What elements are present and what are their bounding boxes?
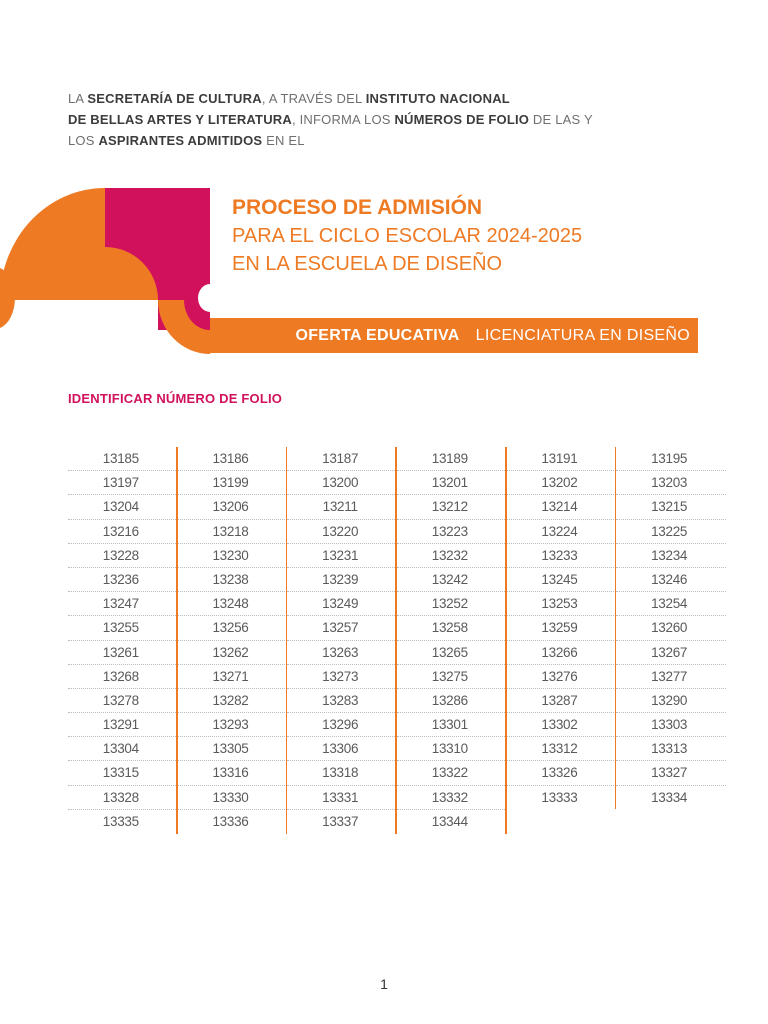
folio-cell: 13255: [68, 616, 178, 640]
folio-cell: 13336: [212, 813, 249, 829]
folio-cell: 13291: [68, 713, 178, 737]
folio-cell: 13211: [287, 495, 397, 519]
admission-title: [232, 194, 582, 278]
folio-cell: 13212: [397, 495, 507, 519]
title-line-3: EN LA ESCUELA DE DISEÑO: [232, 253, 503, 275]
folio-column-3: [287, 447, 397, 834]
folio-cell: 13277: [616, 665, 726, 689]
folio-cell: 13260: [616, 616, 726, 640]
folio-column-4: [397, 447, 507, 834]
secretaria-de-cultura: SECRETARÍA DE CULTURA: [87, 91, 262, 106]
folio-cell: 13276: [507, 665, 617, 689]
folio-cell: 13236: [68, 568, 178, 592]
folio-cell: 13201: [397, 471, 507, 495]
folio-cell: 13344: [431, 813, 468, 829]
folio-cell: 13216: [68, 520, 178, 544]
title-line-1: PROCESO DE ADMISIÓN: [232, 196, 483, 219]
folio-cell: 13331: [287, 786, 397, 810]
folio-cell: 13262: [178, 641, 288, 665]
intro-line-1: LA SECRETARÍA DE CULTURA, A TRAVÉS DEL INSTITUTO NACIONAL: [68, 91, 510, 106]
folio-cell: 13304: [68, 737, 178, 761]
folio-cell: 13185: [68, 447, 178, 471]
folio-cell: 13313: [616, 737, 726, 761]
folio-cell: 13228: [68, 544, 178, 568]
numeros-de-folio: NÚMEROS DE FOLIO: [394, 112, 530, 127]
folio-cell: 13232: [397, 544, 507, 568]
folio-cell: 13312: [507, 737, 617, 761]
folio-cell: 13187: [287, 447, 397, 471]
folio-cell: 13302: [507, 713, 617, 737]
folio-cell: 13246: [616, 568, 726, 592]
folio-cell: 13259: [507, 616, 617, 640]
intro-line-3: LOS ASPIRANTES ADMITIDOS EN EL: [68, 133, 305, 148]
folio-column-1: [68, 447, 178, 834]
folio-cell: 13293: [178, 713, 288, 737]
intro-paragraph: [68, 88, 688, 151]
folio-cell: 13337: [322, 813, 359, 829]
folio-cell: 13261: [68, 641, 178, 665]
folio-cell: 13191: [507, 447, 617, 471]
folio-cell: 13271: [178, 665, 288, 689]
folio-cell: 13326: [507, 761, 617, 785]
offer-label: OFERTA EDUCATIVA: [295, 326, 460, 344]
section-title: IDENTIFICAR NÚMERO DE FOLIO: [68, 391, 283, 406]
decorative-arch-graphic: [0, 188, 212, 358]
folio-cell: 13223: [397, 520, 507, 544]
folio-cell: 13305: [178, 737, 288, 761]
folio-cell: 13242: [397, 568, 507, 592]
folio-cell: 13283: [287, 689, 397, 713]
folio-cell: 13282: [178, 689, 288, 713]
program-name: LICENCIATURA EN DISEÑO: [475, 326, 690, 344]
folio-cell: 13334: [651, 789, 688, 805]
folio-cell: 13203: [616, 471, 726, 495]
folio-cell: 13286: [397, 689, 507, 713]
folio-cell: 13315: [68, 761, 178, 785]
folio-cell: 13254: [616, 592, 726, 616]
folio-cell: 13328: [68, 786, 178, 810]
folio-cell: 13249: [287, 592, 397, 616]
folio-cell: 13306: [287, 737, 397, 761]
intro-line-2: DE BELLAS ARTES Y LITERATURA, INFORMA LOS NÚMEROS DE FOLIO DE LAS Y: [68, 112, 593, 127]
folio-cell: 13258: [397, 616, 507, 640]
folio-cell: 13239: [287, 568, 397, 592]
folio-cell: 13206: [178, 495, 288, 519]
aspirantes-admitidos: ASPIRANTES ADMITIDOS: [98, 133, 263, 148]
folio-cell: 13266: [507, 641, 617, 665]
folio-cell: 13224: [507, 520, 617, 544]
folio-cell: 13327: [616, 761, 726, 785]
folio-cell: 13245: [507, 568, 617, 592]
folio-cell: 13215: [616, 495, 726, 519]
folio-cell: 13253: [507, 592, 617, 616]
folio-cell: 13230: [178, 544, 288, 568]
folio-cell: 13301: [397, 713, 507, 737]
folio-cell: 13247: [68, 592, 178, 616]
folio-cell: 13310: [397, 737, 507, 761]
folio-cell: 13335: [102, 813, 139, 829]
page-number: 1: [380, 976, 388, 992]
bellas-artes: DE BELLAS ARTES Y LITERATURA: [68, 112, 292, 127]
folio-cell: 13257: [287, 616, 397, 640]
folio-column-5: [507, 447, 617, 834]
folio-cell: 13268: [68, 665, 178, 689]
folio-cell: 13287: [507, 689, 617, 713]
folio-cell: 13303: [616, 713, 726, 737]
title-line-2: PARA EL CICLO ESCOLAR 2024-2025: [232, 225, 583, 247]
folio-table: [68, 447, 726, 834]
folio-cell: 13252: [397, 592, 507, 616]
folio-cell: 13225: [616, 520, 726, 544]
folio-cell: 13186: [178, 447, 288, 471]
folio-cell: 13189: [397, 447, 507, 471]
folio-cell: 13273: [287, 665, 397, 689]
folio-cell: 13238: [178, 568, 288, 592]
folio-cell: 13332: [397, 786, 507, 810]
folio-cell: 13256: [178, 616, 288, 640]
folio-cell: 13316: [178, 761, 288, 785]
folio-cell: 13214: [507, 495, 617, 519]
folio-cell: 13195: [616, 447, 726, 471]
folio-cell: 13330: [178, 786, 288, 810]
folio-cell: 13333: [541, 789, 578, 805]
folio-cell: 13263: [287, 641, 397, 665]
folio-cell: 13202: [507, 471, 617, 495]
folio-cell: 13296: [287, 713, 397, 737]
folio-cell: 13290: [616, 689, 726, 713]
instituto-nacional: INSTITUTO NACIONAL: [365, 91, 510, 106]
folio-cell: 13231: [287, 544, 397, 568]
folio-cell: 13199: [178, 471, 288, 495]
folio-cell: 13200: [287, 471, 397, 495]
folio-cell: 13234: [616, 544, 726, 568]
folio-cell: 13220: [287, 520, 397, 544]
folio-cell: 13318: [287, 761, 397, 785]
offer-band: [210, 318, 698, 353]
folio-cell: 13267: [616, 641, 726, 665]
folio-column-6: [616, 447, 726, 834]
folio-cell: 13322: [397, 761, 507, 785]
folio-cell: 13218: [178, 520, 288, 544]
folio-cell: 13204: [68, 495, 178, 519]
folio-cell: 13197: [68, 471, 178, 495]
folio-cell: 13233: [507, 544, 617, 568]
folio-cell: 13265: [397, 641, 507, 665]
folio-cell: 13278: [68, 689, 178, 713]
folio-column-2: [178, 447, 288, 834]
folio-cell: 13248: [178, 592, 288, 616]
folio-cell: 13275: [397, 665, 507, 689]
